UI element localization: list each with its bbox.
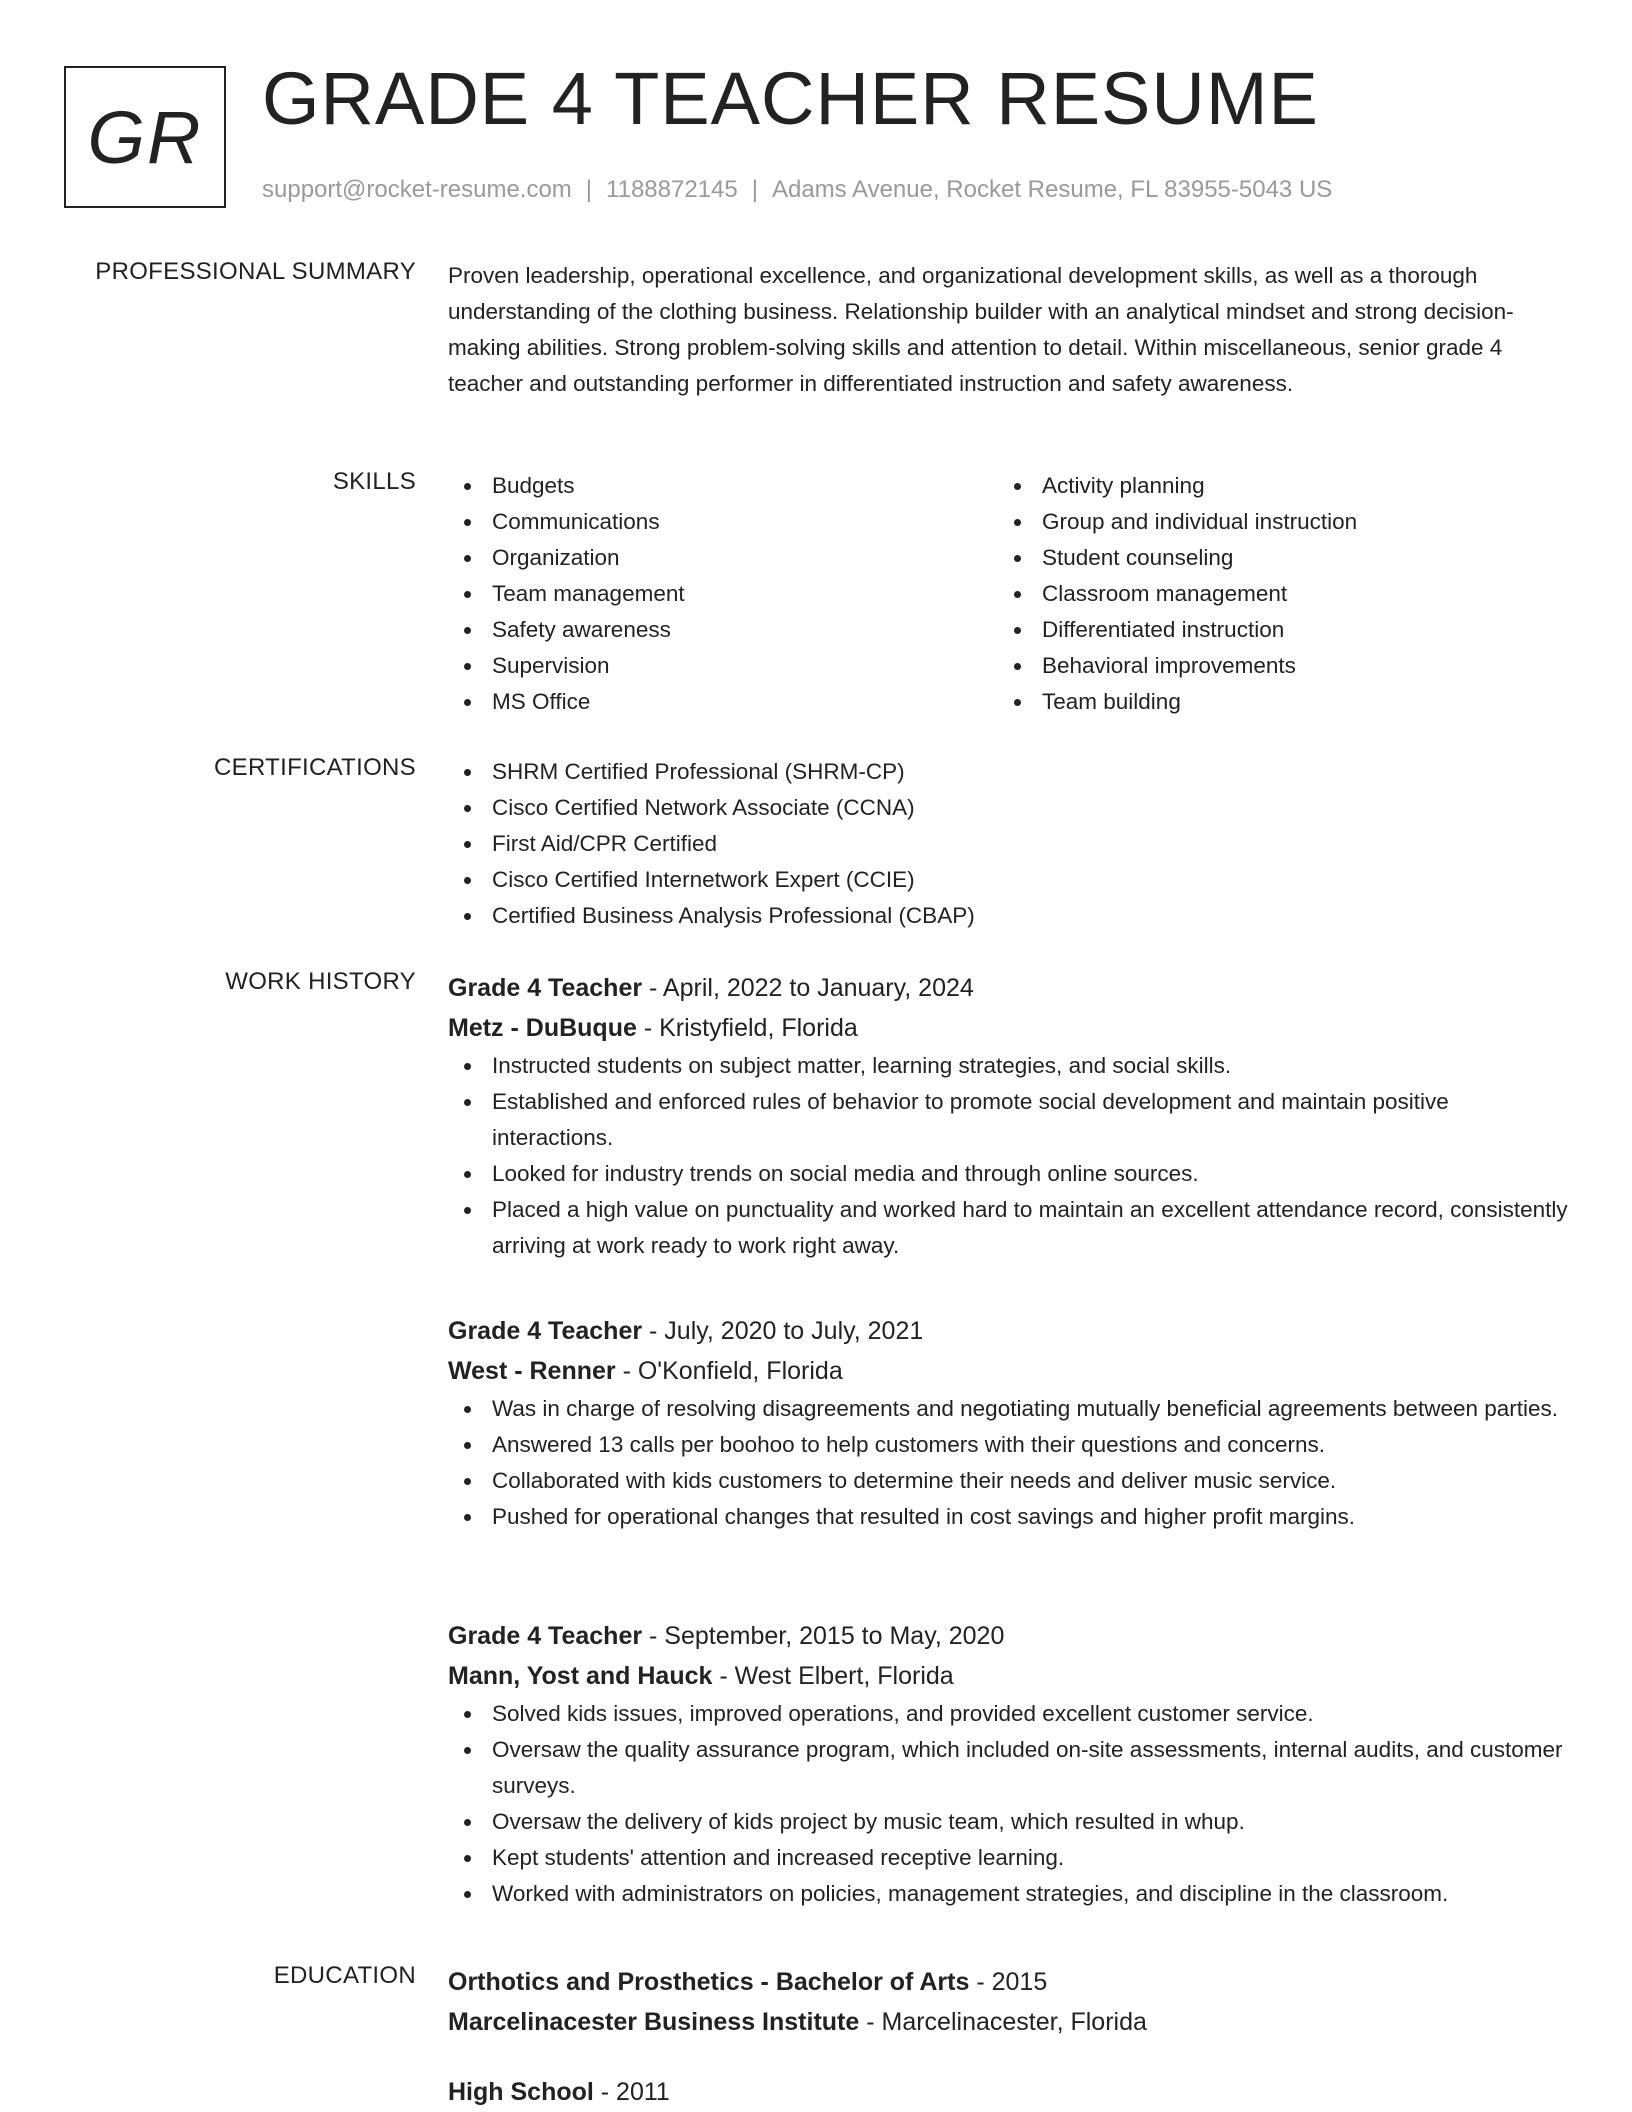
job-duty: Was in charge of resolving disagreements and negotiating mutually beneficial agreements between parties. [448,1391,1568,1427]
job-duty: Pushed for operational changes that resulted in cost savings and higher profit margins. [448,1499,1568,1535]
section-label-education: EDUCATION [273,1962,416,1989]
job-duty: Oversaw the quality assurance program, which included on-site assessments, internal audits, and customer surveys. [448,1732,1568,1804]
job-company-line [448,1656,1568,1696]
education-degree: Orthotics and Prosthetics - Bachelor of Arts [448,1968,970,1996]
job-title: Grade 4 Teacher [448,1317,643,1345]
job-body [448,1616,1568,1912]
education-year: - 2011 [593,2078,670,2106]
job-duty: Answered 13 calls per boohoo to help customers with their questions and concerns. [448,1427,1568,1463]
education-degree: High School [448,2078,594,2106]
skill-item: Group and individual instruction [998,504,1548,540]
skills-list-right [998,468,1548,720]
skills-columns [448,468,1568,720]
skill-item: Supervision [448,648,998,684]
job-company: Mann, Yost and Hauck [448,1662,713,1690]
job-title-line [448,968,1568,1008]
job-duties-list [448,1048,1568,1264]
job-duty: Looked for industry trends on social media and through online sources. [448,1156,1568,1192]
skill-item: MS Office [448,684,998,720]
resume-title: GRADE 4 TEACHER RESUME [262,57,1319,140]
job-title-line [448,1616,1568,1656]
education-year: - 2015 [969,1968,1048,1996]
certification-item: SHRM Certified Professional (SHRM-CP) [448,754,1568,790]
section-label-certifications: CERTIFICATIONS [214,754,416,781]
summary-text: Proven leadership, operational excellence, and organizational development skills, as well as a thorough understanding of the clothing business. Relationship builder with an analytical mindset and strong decision-making abilities. Strong problem-solving skills and attention to detail. Within miscellaneous, senior grade 4 teacher and outstanding performer in differentiated instruction and safety awareness. [448,263,1514,396]
job-duty: Placed a high value on punctuality and worked hard to maintain an excellent attendance record, consistently arriving at work ready to work right away. [448,1192,1568,1264]
job-company-line [448,1351,1568,1391]
certification-item: Cisco Certified Internetwork Expert (CCIE) [448,862,1568,898]
section-label-work-history: WORK HISTORY [225,968,416,995]
job-body [448,968,1568,1264]
contact-line [262,176,1332,204]
contact-email[interactable]: support@rocket-resume.com [262,176,572,203]
skill-item: Activity planning [998,468,1548,504]
education-body [448,1962,1568,2112]
education-degree-line [448,2072,1568,2112]
contact-separator: | [751,176,758,203]
skills-list-left [448,468,998,720]
job-title-line [448,1311,1568,1351]
contact-address: Adams Avenue, Rocket Resume, FL 83955-5043 US [771,176,1333,203]
job-body [448,1311,1568,1535]
job-company: West - Renner [448,1357,616,1385]
job-duty: Oversaw the delivery of kids project by music team, which resulted in whup. [448,1804,1568,1840]
skill-item: Behavioral improvements [998,648,1548,684]
skill-item: Organization [448,540,998,576]
job-dates: - July, 2020 to July, 2021 [642,1317,924,1345]
skill-item: Classroom management [998,576,1548,612]
certifications-list [448,754,1568,934]
education-school-line [448,2002,1568,2042]
skill-item: Team management [448,576,998,612]
monogram-box [64,66,226,208]
job-location: - West Elbert, Florida [712,1662,954,1690]
section-label-summary: PROFESSIONAL SUMMARY [95,258,416,285]
job-duties-list [448,1696,1568,1912]
job-duty: Collaborated with kids customers to determine their needs and deliver music service. [448,1463,1568,1499]
job-duty: Instructed students on subject matter, learning strategies, and social skills. [448,1048,1568,1084]
monogram-initials: GR [87,95,203,179]
job-duty: Worked with administrators on policies, management strategies, and discipline in the classroom. [448,1876,1568,1912]
job-duties-list [448,1391,1568,1535]
certifications-body [448,754,1568,934]
contact-phone[interactable]: 1188872145 [606,176,738,203]
job-location: - O'Konfield, Florida [615,1357,843,1385]
job-duty: Established and enforced rules of behavior to promote social development and maintain positive interactions. [448,1084,1568,1156]
education-location: - Marcelinacester, Florida [859,2008,1147,2036]
job-title: Grade 4 Teacher [448,974,643,1002]
certification-item: Cisco Certified Network Associate (CCNA) [448,790,1568,826]
skill-item: Team building [998,684,1548,720]
job-location: - Kristyfield, Florida [636,1014,858,1042]
job-duty: Kept students' attention and increased receptive learning. [448,1840,1568,1876]
job-dates: - April, 2022 to January, 2024 [642,974,974,1002]
certification-item: Certified Business Analysis Professional (CBAP) [448,898,1568,934]
certification-item: First Aid/CPR Certified [448,826,1568,862]
job-company: Metz - DuBuque [448,1014,637,1042]
education-school: Marcelinacester Business Institute [448,2008,860,2036]
skill-item: Communications [448,504,998,540]
skill-item: Budgets [448,468,998,504]
skill-item: Student counseling [998,540,1548,576]
contact-separator: | [585,176,593,203]
education-degree-line [448,1962,1568,2002]
skill-item: Differentiated instruction [998,612,1548,648]
job-dates: - September, 2015 to May, 2020 [642,1622,1005,1650]
summary-body [448,258,1568,402]
job-company-line [448,1008,1568,1048]
skill-item: Safety awareness [448,612,998,648]
job-duty: Solved kids issues, improved operations, and provided excellent customer service. [448,1696,1568,1732]
job-title: Grade 4 Teacher [448,1622,643,1650]
section-label-skills: SKILLS [332,468,416,495]
